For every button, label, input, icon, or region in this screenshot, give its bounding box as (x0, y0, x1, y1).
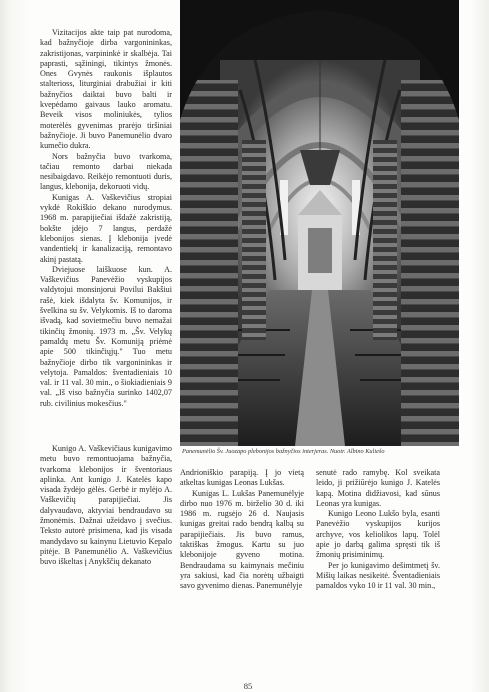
paragraph: senutė rado ramybę. Kol sveikata leido, ji prižiūrėjo kunigo J. Katelės kapą. Motina didžiavosi, kad sūnus Leonas yra kunigas. (316, 468, 440, 508)
paragraph: Kunigas L. Lukšas Panemunėlyje dirbo nuo 1976 m. birželio 30 d. iki 1986 m. rugsėjo 26 d. Naujasis kunigas greitai rado bendrą kalbą su parapijiečiais. Jis buvo ramus, taktiškas žmogus. Kartu su juo klebonijoje gyveno motina. Bendraudama su kaimynais mečiniu yra sakiusi, kad čia norėtų užbaigti savo gyvenimo dienas. Panemunėlyje (180, 488, 304, 591)
photo-caption: Panemunėlio Šv. Juozapo plebonijos bažnyčios interjeras. Nuotr. Albino Kuliešo (182, 448, 385, 455)
paragraph: Kunigo Leono Lukšo byla, esanti Panevėžio vyskupijos kurijos archyve, vos keliolikos lapų. Tolėl apie jo darbą galima spręsti tik iš žmonių prisiminimų. (316, 509, 440, 560)
paragraph: Vizitacijos akte taip pat nurodoma, kad bažnyčioje dirba vargonininkas, zakristijonas, varpininkė ir skalbėja. Tai paprasti, sąžiningi, tikintys žmonės. Ones Gvynės raukonis išplautos stalterioss, liturginiai drabužiai ir kiti bažnyčios daiktai buvo balti ir kvepėdamo gaivaus lauko aromatu. Beveik visos moliniukės, tylios moterėlės gyvenimas prarėjo tiršiniai bažnyčioje. Ji buvo Panemunėlio dvaro kumečio dukra. (40, 28, 172, 151)
text-column-bottom-left (40, 444, 172, 568)
paragraph: Dviejuose laiškuose kun. A. Vaškevičius Panevėžio vyskupijos valdytojui monsinjorui Povilui Bakšiui rašė, kiek išdalyta šv. Komunijos, ir švelkina su šv. Velykomis. Iš to daroma išvadą, kad sovietmečiu buvo nemažai tikinčių žmonių. 1973 m. „Šv. Velykų pamaldų metu Šv. Komuniją priėmė apie 500 tikinčiųjų." Tuo metu bažnyčioje dirbo tik vargonininkas ir velytoja. Pamaldos: šventadieniais 10 val. ir 11 val. 30 min., o šiokiadieniais 9 val. „Iš viso bažnyčia surinko 1402,07 rub. civilinius mokesčius." (40, 264, 172, 408)
text-column-bottom-right (316, 468, 440, 592)
text-column-bottom-middle (180, 468, 304, 592)
paragraph: Andrioniškio parapiją. Į jo vietą atkeltas kunigas Leonas Lukšas. (180, 468, 304, 488)
page-number: 85 (243, 681, 253, 691)
paragraph: Nors bažnyčia buvo tvarkoma, tačiau remonto darbai niekada nesibaigdavo. Reikėjo remontuoti duris, langus, klebonija, dekoruoti vidų. (40, 151, 172, 192)
text-column-left (40, 28, 172, 409)
paragraph: Kunigo A. Vaškevičiaus kunigavimo metu buvo remontuojama bažnyčia, tvarkoma klebonijos ir šventoriaus aplinka. Ant kunigo J. Katelės kapo visada žydėjo gėlės. Gerbė ir mylėjo A. Vaškevičių parapijiečiai. Jis dalyvaudavo, aktyviai bendraudavo su žmonėmis. Dažnai užeidavo į svečius. Teksto autorė prisimena, kad jis visada mandydavo su kainynu Lietuvio Kepalo pitėje. B Panemunėlio A. Vaškevičius buvo iškeltas į Anykščių dekanato (40, 444, 172, 567)
paragraph: Per jo kunigavimo dešimtmetį šv. Mišių laikas nesikeitė. Šventadieniais pamaldos vyko 10 ir 11 val. 30 min., (316, 560, 440, 591)
paragraph: Kunigas A. Vaškevičius stropiai vykdė Rokiškio dekano nurodymus. 1968 m. parapijiečiai išdažė zakristiją, bokšte įdėjo 7 langus, perdažė klebonijos sienas. Į klebonija įvedė vandentiekį ir kanalizaciją, remontavo akinį pastatą. (40, 192, 172, 264)
church-interior-photo (180, 0, 459, 446)
